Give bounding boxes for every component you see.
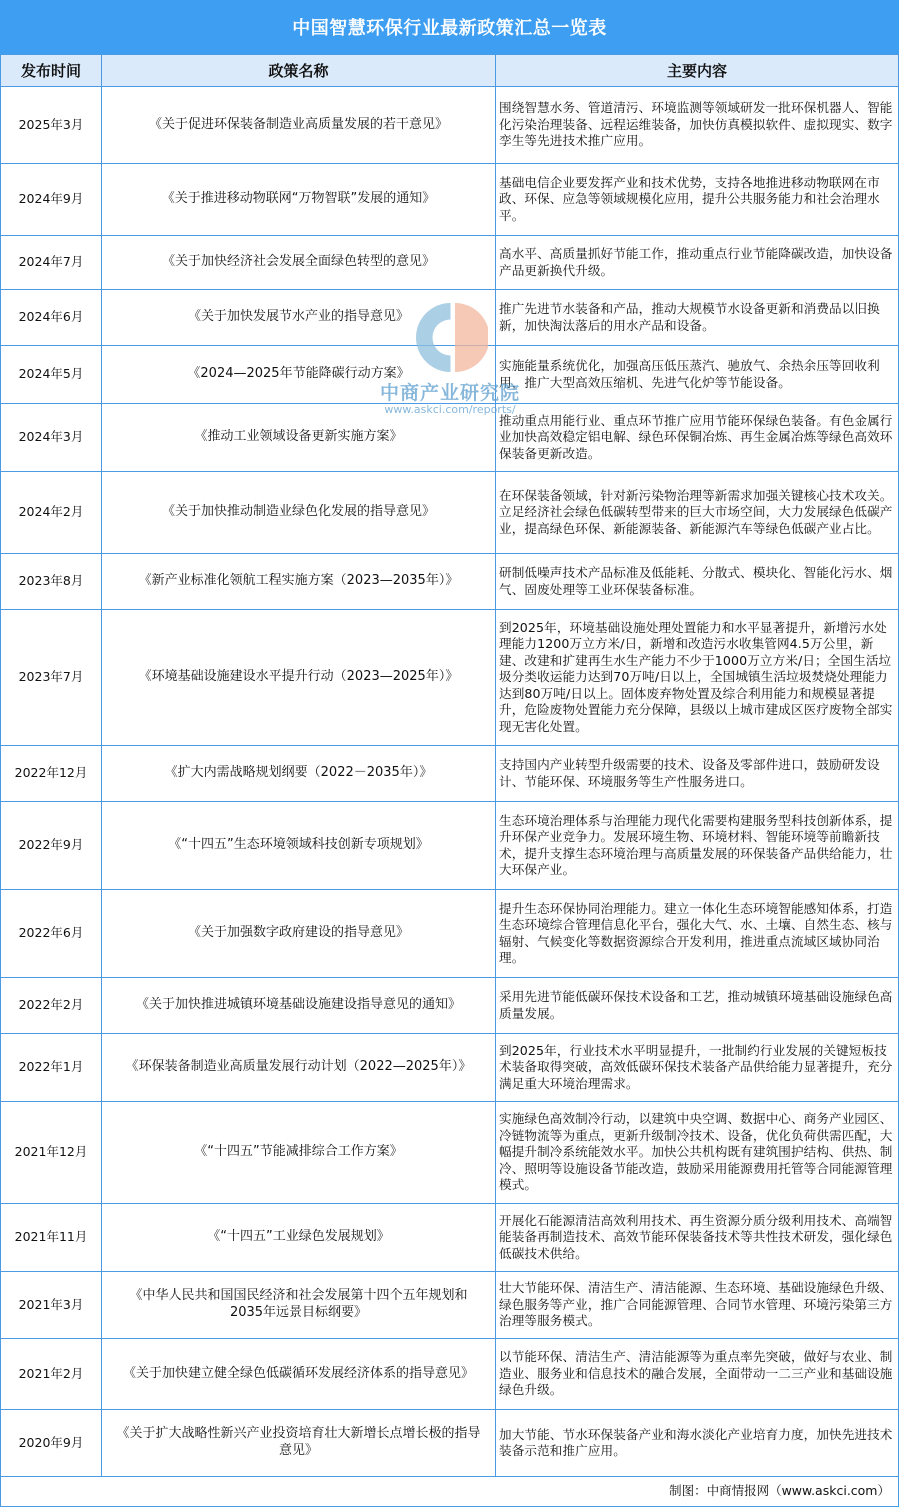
date-cell: 2022年6月 — [1, 890, 102, 978]
policy-name-cell: 《关于促进环保装备制造业高质量发展的若干意见》 — [102, 87, 496, 164]
content-cell: 以节能环保、清洁生产、清洁能源等为重点率先突破，做好与农业、制造业、服务业和信息技术的融合发展，全面带动一二三产业和基础设施绿色升级。 — [496, 1339, 899, 1410]
header-date: 发布时间 — [1, 55, 102, 87]
policy-name-cell: 《关于加快推进城镇环境基础设施建设指导意见的通知》 — [102, 978, 496, 1034]
table-row — [1, 890, 899, 978]
table-title: 中国智慧环保行业最新政策汇总一览表 — [0, 0, 899, 54]
content-cell: 生态环境治理体系与治理能力现代化需要构建服务型科技创新体系，提升环保产业竞争力。发展环境生物、环境材料、智能环境等前瞻新技术，提升支撑生态环境治理与高质量发展的环保装备产品供给能力，壮大环保产业。 — [496, 802, 899, 890]
policy-name-cell: 《关于扩大战略性新兴产业投资培育壮大新增长点增长极的指导意见》 — [102, 1410, 496, 1477]
policy-name-cell: 《环保装备制造业高质量发展行动计划（2022—2025年）》 — [102, 1034, 496, 1102]
table-row — [1, 346, 899, 404]
policy-name-cell: 《关于加快发展节水产业的指导意见》 — [102, 290, 496, 346]
header-row — [1, 55, 899, 87]
table-row — [1, 610, 899, 746]
content-cell: 实施能量系统优化，加强高压低压蒸汽、驰放气、余热余压等回收利用，推广大型高效压缩机、先进气化炉等节能设备。 — [496, 346, 899, 404]
policy-name-cell: 《“十四五”工业绿色发展规划》 — [102, 1204, 496, 1272]
table-row — [1, 978, 899, 1034]
policy-name-cell: 《环境基础设施建设水平提升行动（2023—2025年）》 — [102, 610, 496, 746]
policy-name-cell: 《关于加快推动制造业绿色化发展的指导意见》 — [102, 472, 496, 554]
content-cell: 采用先进节能低碳环保技术设备和工艺，推动城镇环境基础设施绿色高质量发展。 — [496, 978, 899, 1034]
content-cell: 研制低噪声技术产品标准及低能耗、分散式、模块化、智能化污水、烟气、固废处理等工业环保装备标准。 — [496, 554, 899, 610]
watermark-url: www.askci.com/reports/ — [384, 403, 516, 416]
policy-name-cell: 《关于推进移动物联网“万物智联”发展的通知》 — [102, 164, 496, 236]
policy-name-cell: 《关于加快建立健全绿色低碳循环发展经济体系的指导意见》 — [102, 1339, 496, 1410]
content-cell: 支持国内产业转型升级需要的技术、设备及零部件进口，鼓励研发设计、节能环保、环境服务等生产性服务进口。 — [496, 746, 899, 802]
date-cell: 2024年3月 — [1, 404, 102, 472]
date-cell: 2024年9月 — [1, 164, 102, 236]
date-cell: 2021年3月 — [1, 1272, 102, 1339]
table-row — [1, 164, 899, 236]
date-cell: 2023年7月 — [1, 610, 102, 746]
date-cell: 2024年7月 — [1, 236, 102, 290]
table-row — [1, 472, 899, 554]
date-cell: 2024年5月 — [1, 346, 102, 404]
table-row — [1, 1102, 899, 1204]
content-cell: 到2025年，环境基础设施处理处置能力和水平显著提升，新增污水处理能力1200万立方米/日，新增和改造污水收集管网4.5万公里，新建、改建和扩建再生水生产能力不少于1000万立方米/日；全国生活垃圾分类收运能力达到70万吨/日以上，全国城镇生活垃圾焚烧处理能力达到80万吨/日以上。固体废弃物处置及综合利用能力和规模显著提升，危险废物处置能力充分保障，县级以上城市建成区医疗废物全部实现无害化处置。 — [496, 610, 899, 746]
content-cell: 加大节能、节水环保装备产业和海水淡化产业培育力度，加快先进技术装备示范和推广应用。 — [496, 1410, 899, 1477]
policy-table — [0, 54, 899, 1507]
table-row — [1, 404, 899, 472]
date-cell: 2020年9月 — [1, 1410, 102, 1477]
content-cell: 围绕智慧水务、管道清污、环境监测等领域研发一批环保机器人、智能化污染治理装备、远程运维装备，加快仿真模拟软件、虚拟现实、数字孪生等先进技术推广应用。 — [496, 87, 899, 164]
table-row — [1, 554, 899, 610]
content-cell: 推广先进节水装备和产品，推动大规模节水设备更新和消费品以旧换新，加快淘汰落后的用水产品和设备。 — [496, 290, 899, 346]
content-cell: 推动重点用能行业、重点环节推广应用节能环保绿色装备。有色金属行业加快高效稳定铝电解、绿色环保铜冶炼、再生金属冶炼等绿色高效环保装备更新改造。 — [496, 404, 899, 472]
policy-name-cell: 《新产业标准化领航工程实施方案（2023—2035年）》 — [102, 554, 496, 610]
date-cell: 2025年3月 — [1, 87, 102, 164]
content-cell: 实施绿色高效制冷行动，以建筑中央空调、数据中心、商务产业园区、冷链物流等为重点，更新升级制冷技术、设备，优化负荷供需匹配，大幅提升制冷系统能效水平。加快公共机构既有建筑围护结构、供热、制冷、照明等设施设备节能改造，鼓励采用能源费用托管等合同能源管理模式。 — [496, 1102, 899, 1204]
date-cell: 2022年2月 — [1, 978, 102, 1034]
content-cell: 到2025年，行业技术水平明显提升，一批制约行业发展的关键短板技术装备取得突破，高效低碳环保技术装备产品供给能力显著提升，充分满足重大环境治理需求。 — [496, 1034, 899, 1102]
policy-name-cell: 《关于加强数字政府建设的指导意见》 — [102, 890, 496, 978]
header-main-content: 主要内容 — [496, 55, 899, 87]
policy-name-cell: 《“十四五”生态环境领域科技创新专项规划》 — [102, 802, 496, 890]
date-cell: 2022年1月 — [1, 1034, 102, 1102]
watermark-text: 中商产业研究院 — [379, 382, 520, 404]
date-cell: 2024年2月 — [1, 472, 102, 554]
content-cell: 壮大节能环保、清洁生产、清洁能源、生态环境、基础设施绿色升级、绿色服务等产业，推广合同能源管理、合同节水管理、环境污染第三方治理等服务模式。 — [496, 1272, 899, 1339]
policy-name-cell: 《关于加快经济社会发展全面绿色转型的意见》 — [102, 236, 496, 290]
policy-name-cell: 《中华人民共和国国民经济和社会发展第十四个五年规划和2035年远景目标纲要》 — [102, 1272, 496, 1339]
date-cell: 2021年11月 — [1, 1204, 102, 1272]
table-row — [1, 802, 899, 890]
table-row — [1, 1204, 899, 1272]
source-credit: 制图：中商情报网（www.askci.com） — [1, 1477, 899, 1507]
date-cell: 2022年9月 — [1, 802, 102, 890]
content-cell: 在环保装备领域，针对新污染物治理等新需求加强关键核心技术攻关。立足经济社会绿色低碳转型带来的巨大市场空间，大力发展绿色低碳产业，提高绿色环保、新能源装备、新能源汽车等绿色低碳产业占比。 — [496, 472, 899, 554]
content-cell: 开展化石能源清洁高效利用技术、再生资源分质分级利用技术、高端智能装备再制造技术、高效节能环保装备技术等共性技术研发，强化绿色低碳技术供给。 — [496, 1204, 899, 1272]
content-cell: 提升生态环保协同治理能力。建立一体化生态环境智能感知体系，打造生态环境综合管理信息化平台，强化大气、水、土壤、自然生态、核与辐射、气候变化等数据资源综合开发利用，推进重点流域区域协同治理。 — [496, 890, 899, 978]
policy-name-cell: 《2024—2025年节能降碳行动方案》 — [102, 346, 496, 404]
content-cell: 基础电信企业要发挥产业和技术优势，支持各地推进移动物联网在市政、环保、应急等领域规模化应用，提升公共服务能力和社会治理水平。 — [496, 164, 899, 236]
table-row — [1, 87, 899, 164]
policy-name-cell: 《推动工业领域设备更新实施方案》 — [102, 404, 496, 472]
date-cell: 2024年6月 — [1, 290, 102, 346]
table-row — [1, 746, 899, 802]
table-row — [1, 236, 899, 290]
table-row — [1, 1034, 899, 1102]
table-row — [1, 1410, 899, 1477]
content-cell: 高水平、高质量抓好节能工作，推动重点行业节能降碳改造，加快设备产品更新换代升级。 — [496, 236, 899, 290]
footer-row — [1, 1477, 899, 1507]
policy-name-cell: 《“十四五”节能减排综合工作方案》 — [102, 1102, 496, 1204]
date-cell: 2022年12月 — [1, 746, 102, 802]
date-cell: 2021年2月 — [1, 1339, 102, 1410]
date-cell: 2023年8月 — [1, 554, 102, 610]
policy-name-cell: 《扩大内需战略规划纲要（2022－2035年）》 — [102, 746, 496, 802]
date-cell: 2021年12月 — [1, 1102, 102, 1204]
table-row — [1, 1272, 899, 1339]
table-row — [1, 290, 899, 346]
header-policy-name: 政策名称 — [102, 55, 496, 87]
table-row — [1, 1339, 899, 1410]
